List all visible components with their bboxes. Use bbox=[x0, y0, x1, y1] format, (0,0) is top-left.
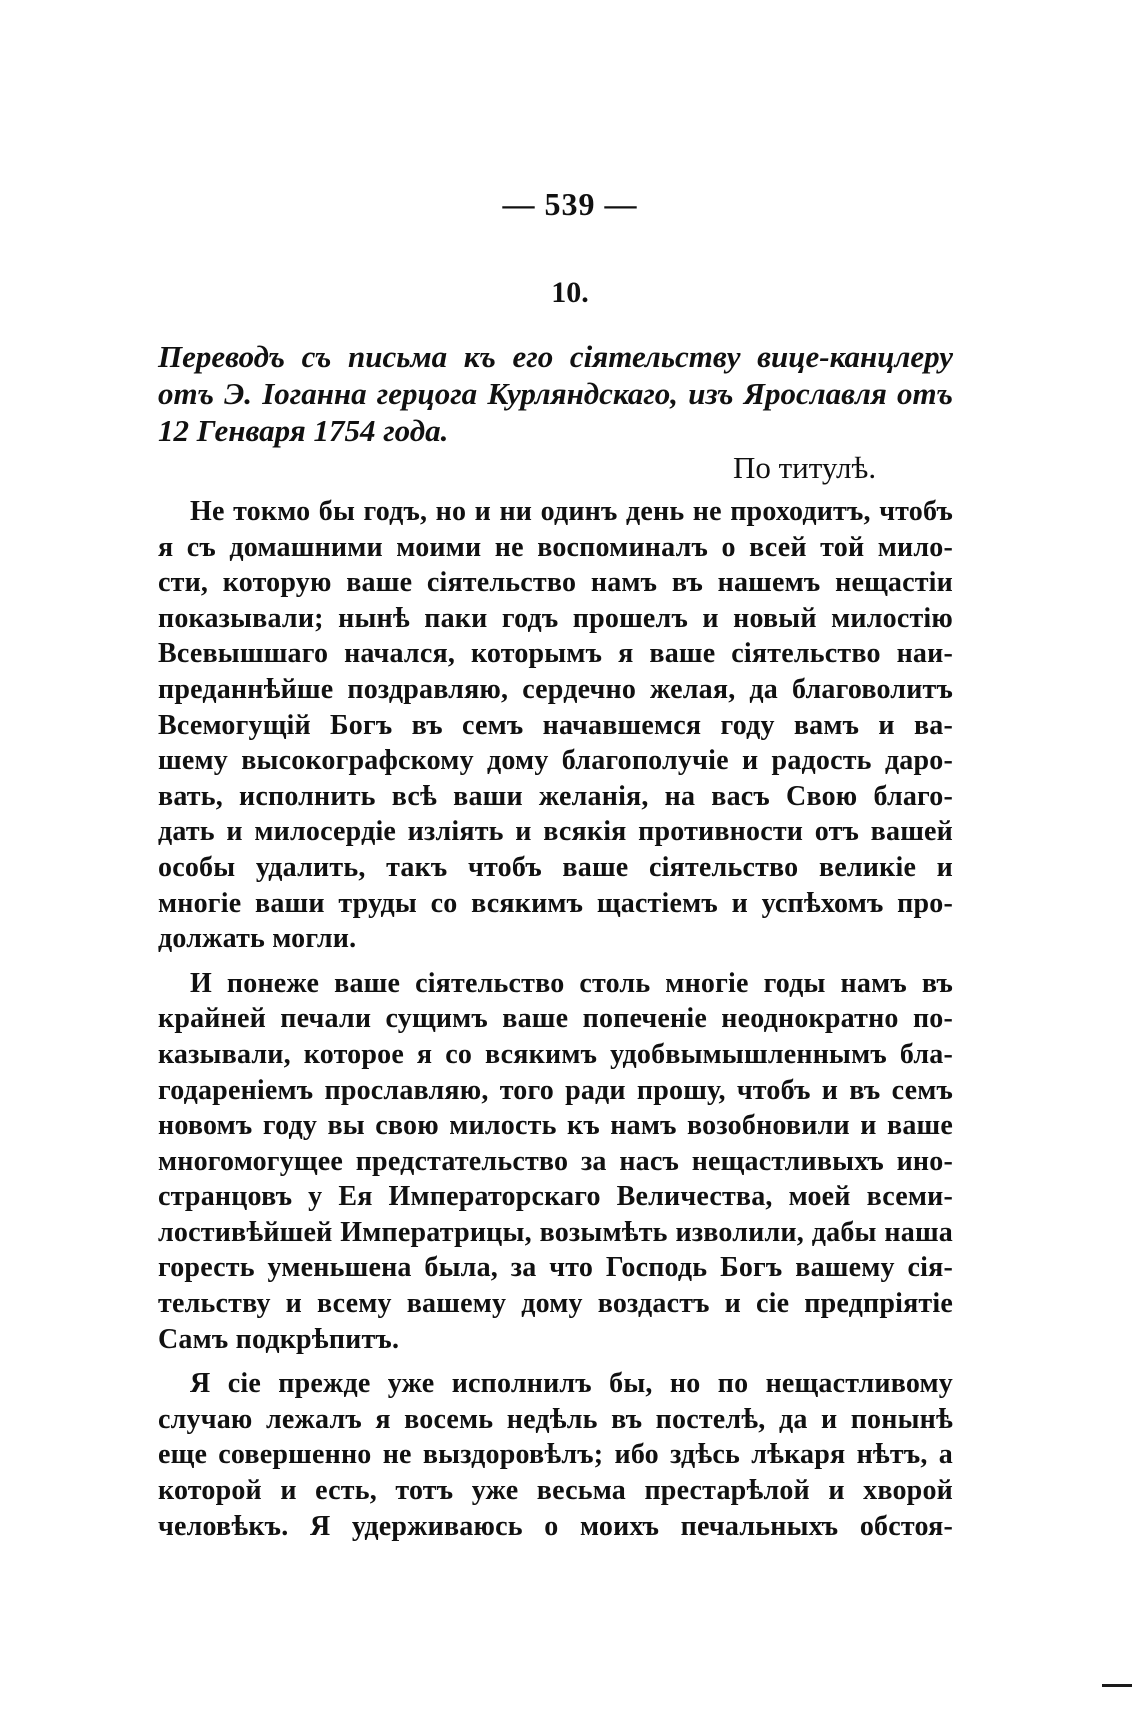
text-line: Самъ подкрѣпитъ. bbox=[158, 1323, 400, 1355]
text-line: я съ домашними моими не воспоминалъ о всей той мило- bbox=[158, 531, 953, 563]
heading-line: отъ Э. Іоганна герцога Курляндскаго, изъ Ярославля отъ bbox=[158, 376, 953, 411]
text-line: еще совершенно не выздоровѣлъ; ибо здѣсь лѣкаря нѣтъ, а bbox=[158, 1439, 953, 1471]
section-number: 10. bbox=[551, 276, 589, 309]
text-line: многіе ваши труды со всякимъ щастіемъ и успѣхомъ про- bbox=[158, 887, 953, 919]
text-line: казывали, которое я со всякимъ удобвымышленнымъ бла- bbox=[158, 1038, 953, 1070]
text-line: тельству и всему вашему дому воздастъ и сіе предпріятіе bbox=[158, 1288, 953, 1320]
paragraph-1 bbox=[158, 494, 953, 957]
text-line: новомъ году вы свою милость къ намъ возобновили и ваше bbox=[158, 1110, 953, 1142]
text-line: горесть уменьшена была, за что Господь Богъ вашему сія- bbox=[158, 1252, 953, 1284]
text-line: дать и милосердіе изліять и всякія противности отъ вашей bbox=[158, 816, 953, 848]
text-line: должать могли. bbox=[158, 923, 357, 955]
text-line: человѣкъ. Я удерживаюсь о моихъ печальныхъ обстоя- bbox=[158, 1510, 953, 1542]
text-line: странцовъ у Ея Императорскаго Величества, моей всеми- bbox=[158, 1181, 953, 1213]
text-line: Я сіе прежде уже исполнилъ бы, но по нещастливому bbox=[190, 1368, 953, 1400]
text-line: преданнѣйше поздравляю, сердечно желая, да благоволитъ bbox=[158, 673, 953, 705]
text-line: И понеже ваше сіятельство столь многіе годы намъ въ bbox=[190, 967, 953, 999]
paragraph-2 bbox=[158, 966, 953, 1358]
page-number: — 539 — bbox=[502, 186, 638, 222]
text-line: вать, исполнить всѣ ваши желанія, на васъ Свою благо- bbox=[158, 780, 953, 812]
text-line: шему высокографскому дому благополучіе и радость даро- bbox=[158, 745, 953, 777]
heading-line: 12 Генваря 1754 года. bbox=[158, 413, 449, 448]
letter-body bbox=[158, 494, 953, 1553]
letter-heading bbox=[158, 338, 953, 449]
salutation: По титулѣ. bbox=[733, 450, 877, 485]
text-line: многомогущее предстательство за насъ нещастливыхъ ино- bbox=[158, 1145, 953, 1177]
text-line: показывали; нынѣ паки годъ прошелъ и новый милостію bbox=[158, 602, 953, 634]
text-line: Не токмо бы годъ, но и ни одинъ день не проходитъ, чтобъ bbox=[190, 496, 953, 527]
paragraph-3 bbox=[158, 1366, 953, 1544]
text-line: случаю лежалъ я восемь недѣль въ постелѣ, да и понынѣ bbox=[158, 1403, 953, 1435]
text-line: Всевышшаго начался, которымъ я ваше сіятельство наи- bbox=[158, 638, 953, 670]
margin-mark bbox=[1102, 1684, 1132, 1687]
text-line: Всемогущій Богъ въ семъ начавшемся году вамъ и ва- bbox=[158, 709, 953, 741]
text-line: крайней печали сущимъ ваше попеченіе неоднократно по- bbox=[158, 1003, 953, 1035]
text-line: сти, которую ваше сіятельство намъ въ нашемъ нещастіи bbox=[158, 567, 953, 599]
text-line: особы удалить, такъ чтобъ ваше сіятельство великіе и bbox=[158, 851, 953, 883]
text-line: которой и есть, тотъ уже весьма престарѣлой и хворой bbox=[158, 1475, 953, 1507]
text-line: лостивѣйшей Императрицы, возымѣть изволили, дабы наша bbox=[158, 1216, 953, 1248]
heading-line: Переводъ съ письма къ его сіятельству вице-канцлеру bbox=[158, 339, 953, 374]
text-line: годареніемъ прославляю, того ради прошу, чтобъ и въ семъ bbox=[158, 1074, 953, 1106]
